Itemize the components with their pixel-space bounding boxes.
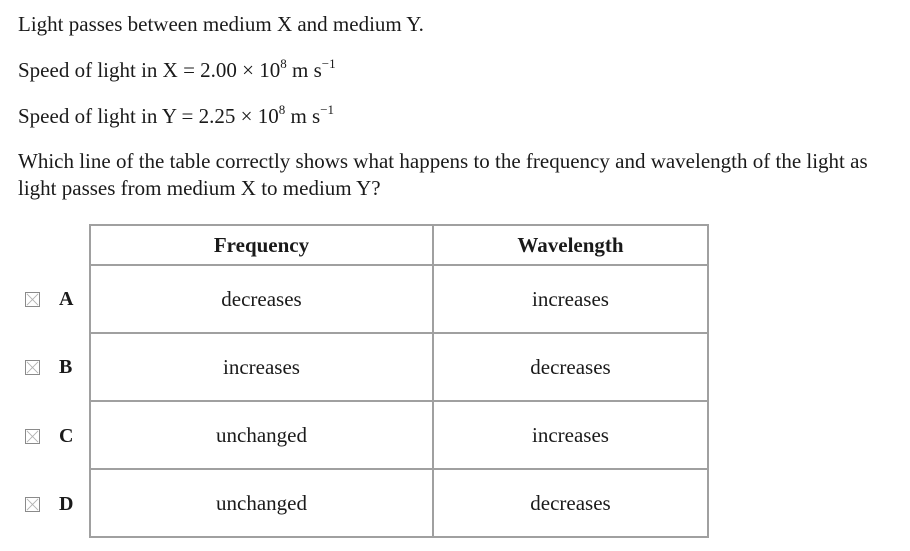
header-frequency: Frequency	[90, 225, 433, 265]
option-d[interactable]	[25, 494, 73, 514]
header-wavelength: Wavelength	[433, 225, 708, 265]
row-c-frequency: unchanged	[90, 401, 433, 469]
intro-text: Light passes between medium X and medium Y.	[18, 12, 424, 36]
option-c[interactable]	[25, 426, 73, 446]
answer-table	[89, 224, 709, 538]
row-d-wavelength: decreases	[433, 469, 708, 537]
row-a-wavelength: increases	[433, 265, 708, 333]
checkbox-icon[interactable]	[25, 360, 40, 375]
table-row	[90, 265, 708, 333]
table-row	[90, 333, 708, 401]
option-letter: C	[59, 424, 74, 447]
speed-y-unit: m s	[285, 104, 321, 128]
row-a-frequency: decreases	[90, 265, 433, 333]
speed-y-exponent: 8	[278, 102, 286, 117]
speed-x-unit-exponent: −1	[321, 56, 336, 71]
table-row	[90, 401, 708, 469]
speed-x-exponent: 8	[280, 56, 287, 71]
row-c-wavelength: increases	[433, 401, 708, 469]
speed-x-value: Speed of light in X = 2.00 × 10	[18, 58, 281, 82]
table-header-row	[90, 225, 708, 265]
speed-y-value: Speed of light in Y = 2.25 × 10	[18, 104, 279, 128]
speed-of-light-x	[18, 57, 336, 84]
row-d-frequency: unchanged	[90, 469, 433, 537]
row-b-frequency: increases	[90, 333, 433, 401]
speed-x-unit: m s	[286, 58, 322, 82]
table-row	[90, 469, 708, 537]
speed-of-light-y	[18, 103, 334, 130]
checkbox-icon[interactable]	[25, 429, 40, 444]
option-letter: B	[59, 355, 73, 378]
speed-y-unit-exponent: −1	[320, 102, 335, 117]
option-letter: D	[59, 492, 74, 515]
question-text: Which line of the table correctly shows what happens to the frequency and wavelength of the light as light passes from medium X to medium Y?	[18, 149, 868, 200]
option-letter: A	[59, 287, 74, 310]
question-intro-line-1	[18, 11, 424, 38]
option-b[interactable]	[25, 357, 72, 377]
option-a[interactable]	[25, 289, 73, 309]
row-b-wavelength: decreases	[433, 333, 708, 401]
checkbox-icon[interactable]	[25, 497, 40, 512]
checkbox-icon[interactable]	[25, 292, 40, 307]
